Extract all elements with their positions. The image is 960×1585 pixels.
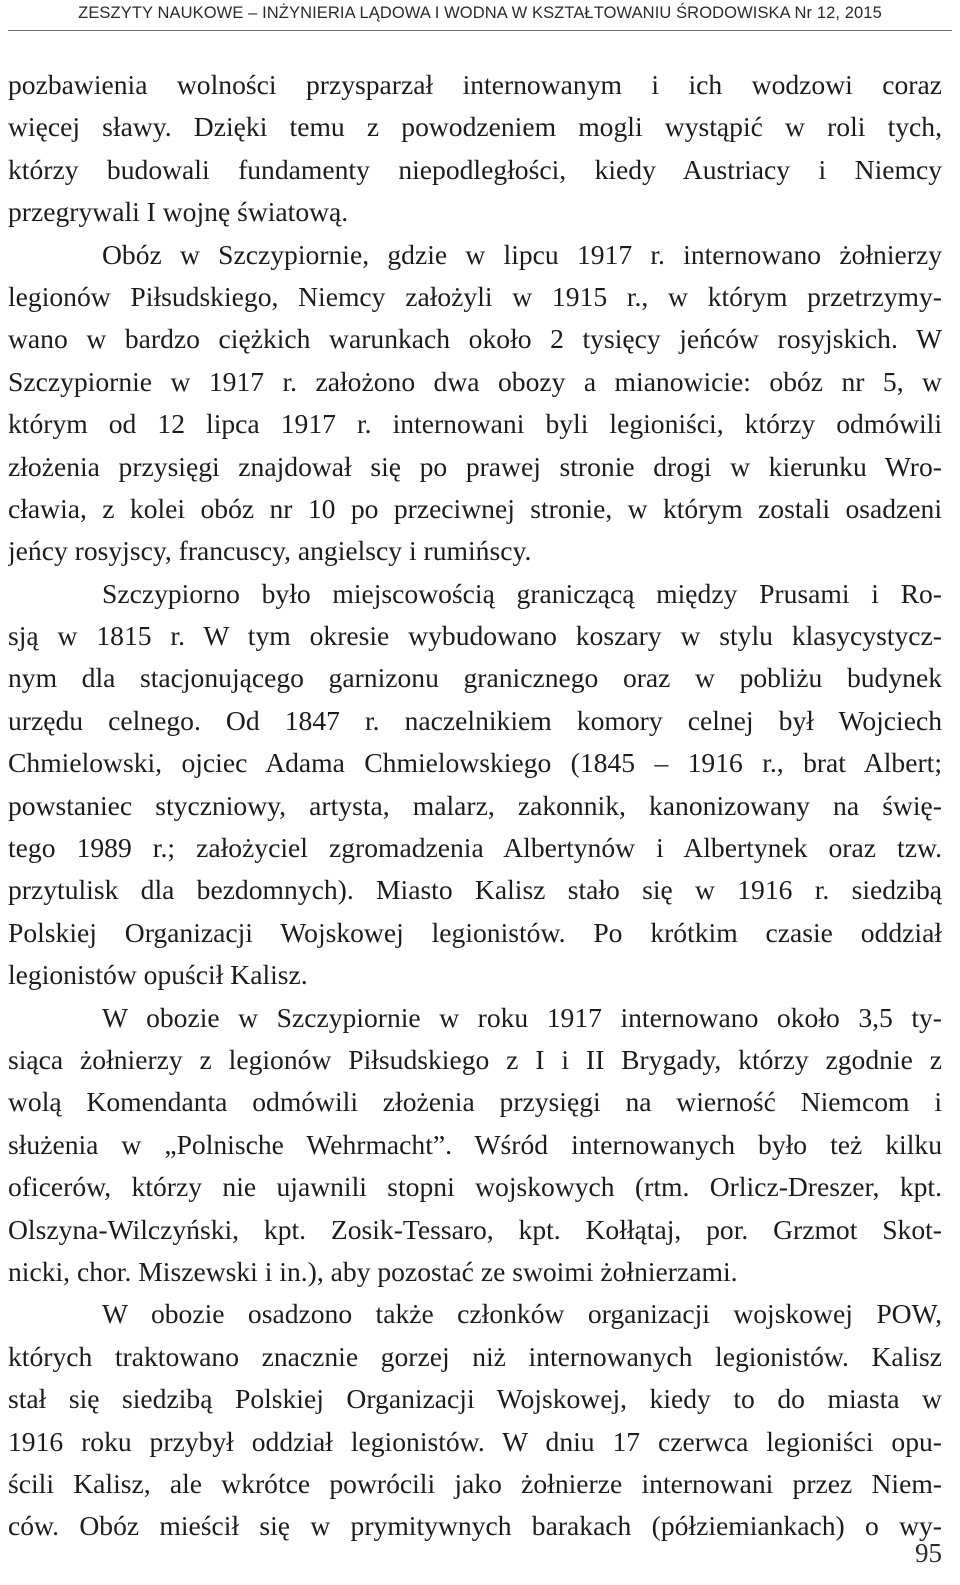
text-line: Chmielowski, ojciec Adama Chmielowskiego (1845 – 1916 r., brat Albert;: [8, 747, 942, 779]
paragraph-5: [8, 1293, 942, 1547]
text-line: przytulisk dla bezdomnych). Miasto Kalisz stało się w 1916 r. siedzibą: [8, 874, 942, 906]
text-line: przegrywali I wojnę światową.: [8, 196, 349, 228]
text-line: nym dla stacjonującego garnizonu granicznego oraz w pobliżu budynek: [8, 662, 942, 694]
paragraph-1: [8, 64, 942, 234]
text-line: jeńcy rosyjscy, francuscy, angielscy i rumińscy.: [8, 535, 532, 567]
text-line: tego 1989 r.; założyciel zgromadzenia Albertynów i Albertynek oraz tzw.: [8, 832, 942, 864]
text-line: wano w bardzo ciężkich warunkach około 2 tysięcy jeńców rosyjskich. W: [8, 323, 942, 355]
text-line: sją w 1815 r. W tym okresie wybudowano koszary w stylu klasycystycz-: [8, 620, 942, 652]
text-line: więcej sławy. Dzięki temu z powodzeniem mogli wystąpić w roli tych,: [8, 111, 942, 143]
page-number: 95: [915, 1538, 942, 1568]
text-line: stał się siedzibą Polskiej Organizacji Wojskowej, kiedy to do miasta w: [8, 1383, 942, 1415]
text-line: W obozie osadzono także członków organizacji wojskowej POW,: [102, 1298, 942, 1330]
text-line: nicki, chor. Miszewski i in.), aby pozostać ze swoimi żołnierzami.: [8, 1255, 738, 1287]
text-line: służenia w „Polnische Wehrmacht”. Wśród internowanych było też kilku: [8, 1128, 942, 1160]
text-line: pozbawienia wolności przysparzał internowanym i ich wodzowi coraz: [8, 69, 942, 100]
text-line: Olszyna-Wilczyński, kpt. Zosik-Tessaro, kpt. Kołłątaj, por. Grzmot Skot-: [8, 1213, 942, 1245]
text-line: Polskiej Organizacji Wojskowej legionistów. Po krótkim czasie oddział: [8, 916, 942, 948]
text-line: Obóz w Szczypiornie, gdzie w lipcu 1917 r. internowano żołnierzy: [102, 238, 942, 270]
text-line: W obozie w Szczypiornie w roku 1917 internowano około 3,5 ty-: [102, 1001, 942, 1033]
paragraph-3: [8, 573, 942, 997]
text-line: siąca żołnierzy z legionów Piłsudskiego z I i II Brygady, którzy zgodnie z: [8, 1043, 942, 1075]
header-divider: [8, 30, 952, 31]
running-header: ZESZYTY NAUKOWE – INŻYNIERIA LĄDOWA I WODNA W KSZTAŁTOWANIU ŚRODOWISKA Nr 12, 2015: [78, 4, 882, 22]
text-line: powstaniec styczniowy, artysta, malarz, zakonnik, kanonizowany na świę-: [8, 789, 942, 821]
text-line: wolą Komendanta odmówili złożenia przysięgi na wierność Niemcom i: [8, 1086, 942, 1118]
text-line: ców. Obóz mieścił się w prymitywnych barakach (półziemiankach) o wy-: [8, 1510, 942, 1542]
text-line: ścili Kalisz, ale wkrótce powrócili jako żołnierze internowani przez Niem-: [8, 1467, 942, 1499]
paragraph-2: [8, 234, 942, 573]
text-line: cławia, z kolei obóz nr 10 po przeciwnej stronie, w którym zostali osadzeni: [8, 492, 942, 524]
text-line: 1916 roku przybył oddział legionistów. W dniu 17 czerwca legioniści opu-: [8, 1425, 942, 1457]
text-line: Szczypiorno było miejscowością graniczącą między Prusami i Ro-: [102, 577, 942, 609]
body-text: [8, 64, 942, 1548]
text-line: urzędu celnego. Od 1847 r. naczelnikiem komory celnej był Wojciech: [8, 704, 942, 736]
text-line: legionów Piłsudskiego, Niemcy założyli w 1915 r., w którym przetrzymy-: [8, 280, 942, 312]
text-line: Szczypiornie w 1917 r. założono dwa obozy a mianowicie: obóz nr 5, w: [8, 365, 942, 397]
text-line: złożenia przysięgi znajdował się po prawej stronie drogi w kierunku Wro-: [8, 450, 942, 482]
text-line: którzy budowali fundamenty niepodległości, kiedy Austriacy i Niemcy: [8, 153, 942, 185]
text-line: którym od 12 lipca 1917 r. internowani byli legioniści, którzy odmówili: [8, 408, 942, 440]
text-line: oficerów, którzy nie ujawnili stopni wojskowych (rtm. Orlicz-Dreszer, kpt.: [8, 1171, 942, 1203]
text-line: których traktowano znacznie gorzej niż internowanych legionistów. Kalisz: [8, 1340, 942, 1372]
paragraph-4: [8, 997, 942, 1294]
text-line: legionistów opuścił Kalisz.: [8, 959, 308, 991]
